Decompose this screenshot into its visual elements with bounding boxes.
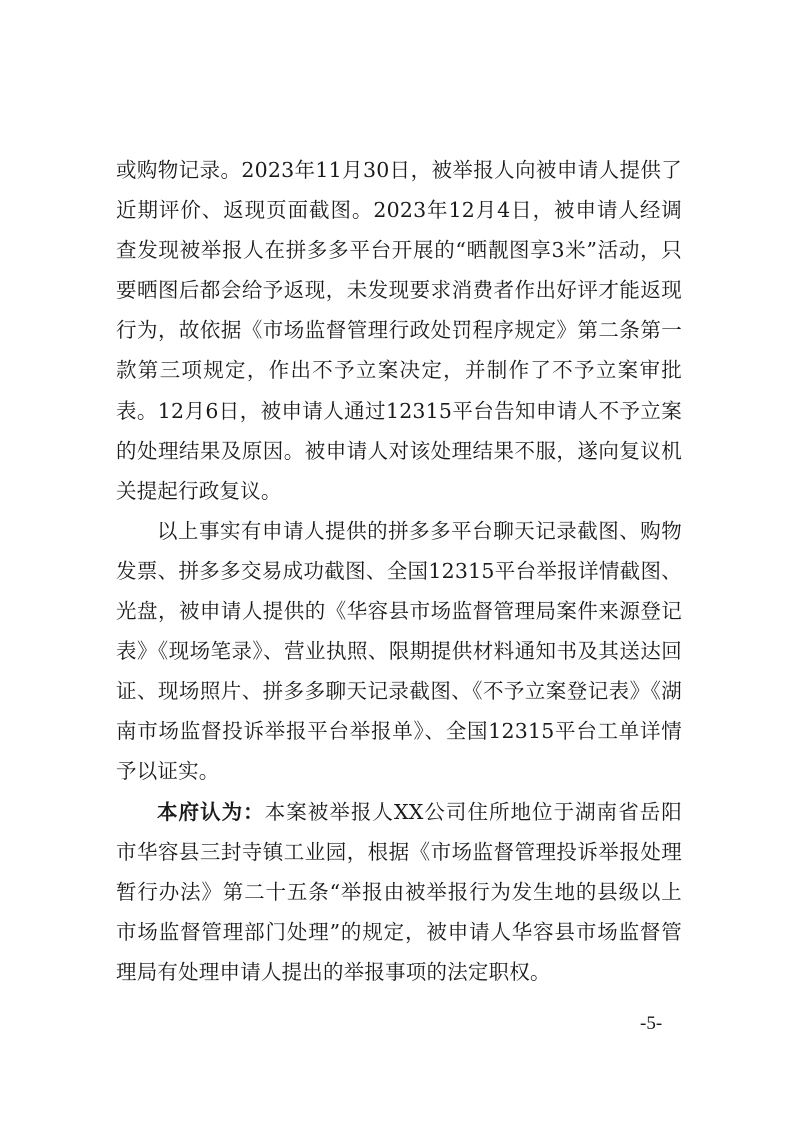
page-number: -5- (640, 1013, 663, 1034)
paragraph-lead: 本府认为： (157, 799, 265, 824)
paragraph-text: 或购物记录。2023年11月30日，被举报人向被申请人提供了近期评价、返现页面截图。2023年12月4日，被申请人经调查发现被举报人在拼多多平台开展的“晒靓图享3米”活动，只要晒图后都会给予返现，未发现要求消费者作出好评才能返现行为，故依据《市场监督管理行政处罚程序规定》第二条第一款第三项规定，作出不予立案决定，并制作了不予立案审批表。12月6日，被申请人通过12315平台告知申请人不予立案的处理结果及原因。被申请人对该处理结果不服，遂向复议机关提起行政复议。 (116, 158, 682, 503)
paragraph-text: 本案被举报人XX公司住所地位于湖南省岳阳市华容县三封寺镇工业园，根据《市场监督管理投诉举报处理暂行办法》第二十五条“举报由被举报行为发生地的县级以上市场监督管理部门处理”的规定，被申请人华容县市场监督管理局有处理申请人提出的举报事项的法定职权。 (116, 799, 683, 984)
paragraph-continuation (116, 150, 682, 511)
paragraph-opinion (116, 792, 682, 992)
document-body (116, 150, 682, 992)
paragraph-evidence (116, 511, 682, 792)
paragraph-text: 以上事实有申请人提供的拼多多平台聊天记录截图、购物发票、拼多多交易成功截图、全国12315平台举报详情截图、光盘，被申请人提供的《华容县市场监督管理局案件来源登记表》《现场笔录》、营业执照、限期提供材料通知书及其送达回证、现场照片、拼多多聊天记录截图、《不予立案登记表》《湖南市场监督投诉举报平台举报单》、全国12315平台工单详情予以证实。 (116, 518, 682, 784)
